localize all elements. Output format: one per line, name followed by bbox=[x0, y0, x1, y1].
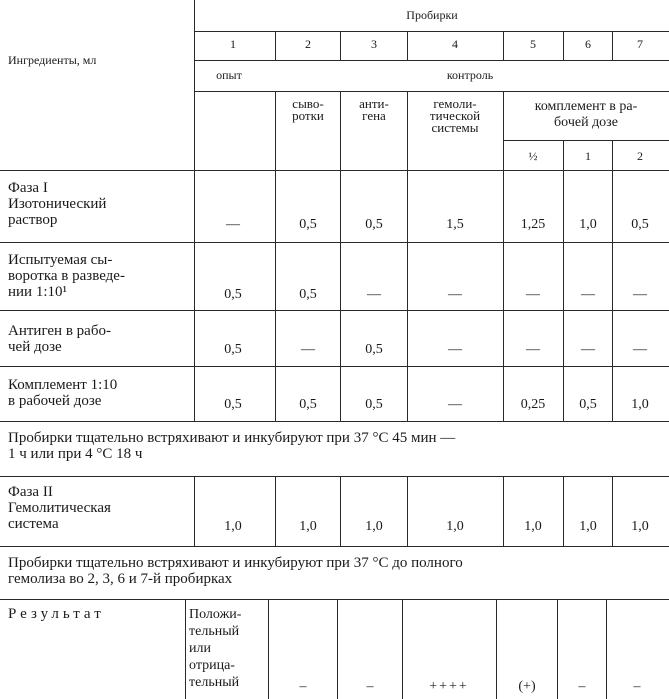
col-rule-5 bbox=[563, 31, 564, 60]
col-rule-1 bbox=[275, 31, 276, 60]
rule-row2 bbox=[0, 310, 669, 311]
cell: 0,5 bbox=[299, 217, 317, 232]
cell: 0,5 bbox=[299, 397, 317, 412]
res-rule-0 bbox=[185, 599, 186, 699]
res-rule-5 bbox=[557, 599, 558, 699]
p2-rule-0 bbox=[194, 476, 195, 546]
res-rule-6 bbox=[606, 599, 607, 699]
cell: — bbox=[526, 287, 540, 302]
cell: — bbox=[448, 342, 462, 357]
incubation-note-2: Пробирки тщательно встряхивают и инкубируют при 37 °С до полного гемолиза во 2, 3, 6 и 7-й пробирках bbox=[8, 555, 463, 587]
tube-number-6: 6 bbox=[585, 37, 591, 51]
tube-number-4: 4 bbox=[452, 37, 458, 51]
cell: — bbox=[226, 217, 240, 232]
cell: 1,0 bbox=[631, 397, 649, 412]
result-label: Результат bbox=[8, 606, 105, 622]
cell: — bbox=[448, 287, 462, 302]
p2-rule-3 bbox=[407, 476, 408, 546]
tube-number-7: 7 bbox=[637, 37, 643, 51]
cell: — bbox=[367, 287, 381, 302]
rule-under-groups bbox=[195, 91, 669, 92]
cell: 0,25 bbox=[520, 397, 546, 412]
cell: 0,5 bbox=[224, 287, 242, 302]
cell: 1,0 bbox=[299, 519, 317, 534]
rule-top bbox=[195, 31, 669, 32]
cell: 0,5 bbox=[365, 397, 383, 412]
cell: — bbox=[581, 342, 595, 357]
rule-phase2-bottom bbox=[0, 546, 669, 547]
row-label-hemolytic-system: Фаза II Гемолитическая система bbox=[8, 484, 111, 532]
col-rule-2 bbox=[340, 31, 341, 60]
cell: — bbox=[581, 287, 595, 302]
res-rule-2 bbox=[337, 599, 338, 699]
row-label-complement: Комплемент 1:10 в рабочей дозе bbox=[8, 377, 118, 409]
experiment-header: опыт bbox=[216, 68, 242, 82]
cell: 1,0 bbox=[579, 519, 597, 534]
rule-phase2-top bbox=[0, 476, 669, 477]
cell: 0,5 bbox=[365, 342, 383, 357]
control-complement-header: комплемент в ра- бочей дозе bbox=[534, 99, 638, 130]
col-rule-1b bbox=[275, 91, 276, 421]
rule-complement-split bbox=[503, 140, 669, 141]
cell: 0,5 bbox=[224, 397, 242, 412]
rule-result-top bbox=[0, 599, 669, 600]
tube-number-2: 2 bbox=[305, 37, 311, 51]
col-rule-3 bbox=[407, 31, 408, 60]
tube-number-1: 1 bbox=[230, 37, 236, 51]
control-hemolytic-header: гемоли- тической системы bbox=[429, 96, 481, 135]
tube-number-5: 5 bbox=[530, 37, 536, 51]
res-rule-1 bbox=[268, 599, 269, 699]
complement-dose-2: 2 bbox=[637, 149, 643, 163]
result-cell: – bbox=[299, 679, 307, 694]
control-header: контроль bbox=[446, 68, 494, 82]
row-label-antigen: Антиген в рабо- чей дозе bbox=[8, 323, 111, 355]
cell: 1,0 bbox=[631, 519, 649, 534]
cell: 1,0 bbox=[524, 519, 542, 534]
cell: 0,5 bbox=[299, 287, 317, 302]
cell: 0,5 bbox=[224, 342, 242, 357]
col-rule-6b bbox=[612, 140, 613, 421]
cell: 1,0 bbox=[224, 519, 242, 534]
ingredients-header: Ингредиенты, мл bbox=[8, 53, 97, 67]
rule-row4 bbox=[0, 421, 669, 422]
res-rule-3 bbox=[402, 599, 403, 699]
cell: 1,0 bbox=[365, 519, 383, 534]
cell: 0,5 bbox=[631, 217, 649, 232]
result-cell: – bbox=[578, 679, 586, 694]
result-cell: ++++ bbox=[429, 679, 469, 694]
cell: 1,0 bbox=[446, 519, 464, 534]
cell: — bbox=[633, 342, 647, 357]
incubation-note-1: Пробирки тщательно встряхивают и инкубируют при 37 °С 45 мин — 1 ч или при 4 °С 18 ч bbox=[8, 430, 456, 462]
p2-rule-5 bbox=[563, 476, 564, 546]
cell: — bbox=[301, 342, 315, 357]
col-rule-2b bbox=[340, 91, 341, 421]
complement-dose-half: ½ bbox=[528, 149, 538, 163]
col-rule-4b bbox=[503, 91, 504, 421]
cell: 0,5 bbox=[579, 397, 597, 412]
cell: — bbox=[448, 397, 462, 412]
complement-dose-1: 1 bbox=[585, 149, 591, 163]
col-rule-5b bbox=[563, 140, 564, 421]
row-label-isotonic: Фаза I Изотонический раствор bbox=[8, 180, 107, 228]
row-label-test-serum: Испытуемая сы- воротка в разведе- нии 1:10¹ bbox=[8, 252, 125, 300]
res-rule-4 bbox=[496, 599, 497, 699]
rule-row1 bbox=[0, 242, 669, 243]
cell: — bbox=[526, 342, 540, 357]
rule-under-numbers bbox=[195, 60, 669, 61]
result-cell: – bbox=[366, 679, 374, 694]
tube-number-3: 3 bbox=[371, 37, 377, 51]
p2-rule-1 bbox=[275, 476, 276, 546]
col-rule-0 bbox=[194, 0, 195, 421]
cell: 0,5 bbox=[365, 217, 383, 232]
col-rule-6 bbox=[612, 31, 613, 60]
cell: 1,0 bbox=[579, 217, 597, 232]
result-cell: Положи- тельный или отрица- тельный bbox=[189, 607, 242, 690]
result-cell: (+) bbox=[518, 679, 536, 694]
col-rule-3b bbox=[407, 91, 408, 421]
result-cell: – bbox=[633, 679, 641, 694]
rule-row3 bbox=[0, 366, 669, 367]
p2-rule-2 bbox=[340, 476, 341, 546]
tubes-header: Пробирки bbox=[406, 8, 458, 22]
cell: 1,25 bbox=[520, 217, 546, 232]
cell: — bbox=[633, 287, 647, 302]
p2-rule-4 bbox=[503, 476, 504, 546]
rule-header-bottom bbox=[0, 170, 669, 171]
col-rule-4 bbox=[503, 31, 504, 60]
p2-rule-6 bbox=[612, 476, 613, 546]
cell: 1,5 bbox=[446, 217, 464, 232]
control-antigen-header: анти- гена bbox=[359, 96, 389, 123]
control-serum-header: сыво- ротки bbox=[292, 96, 324, 123]
